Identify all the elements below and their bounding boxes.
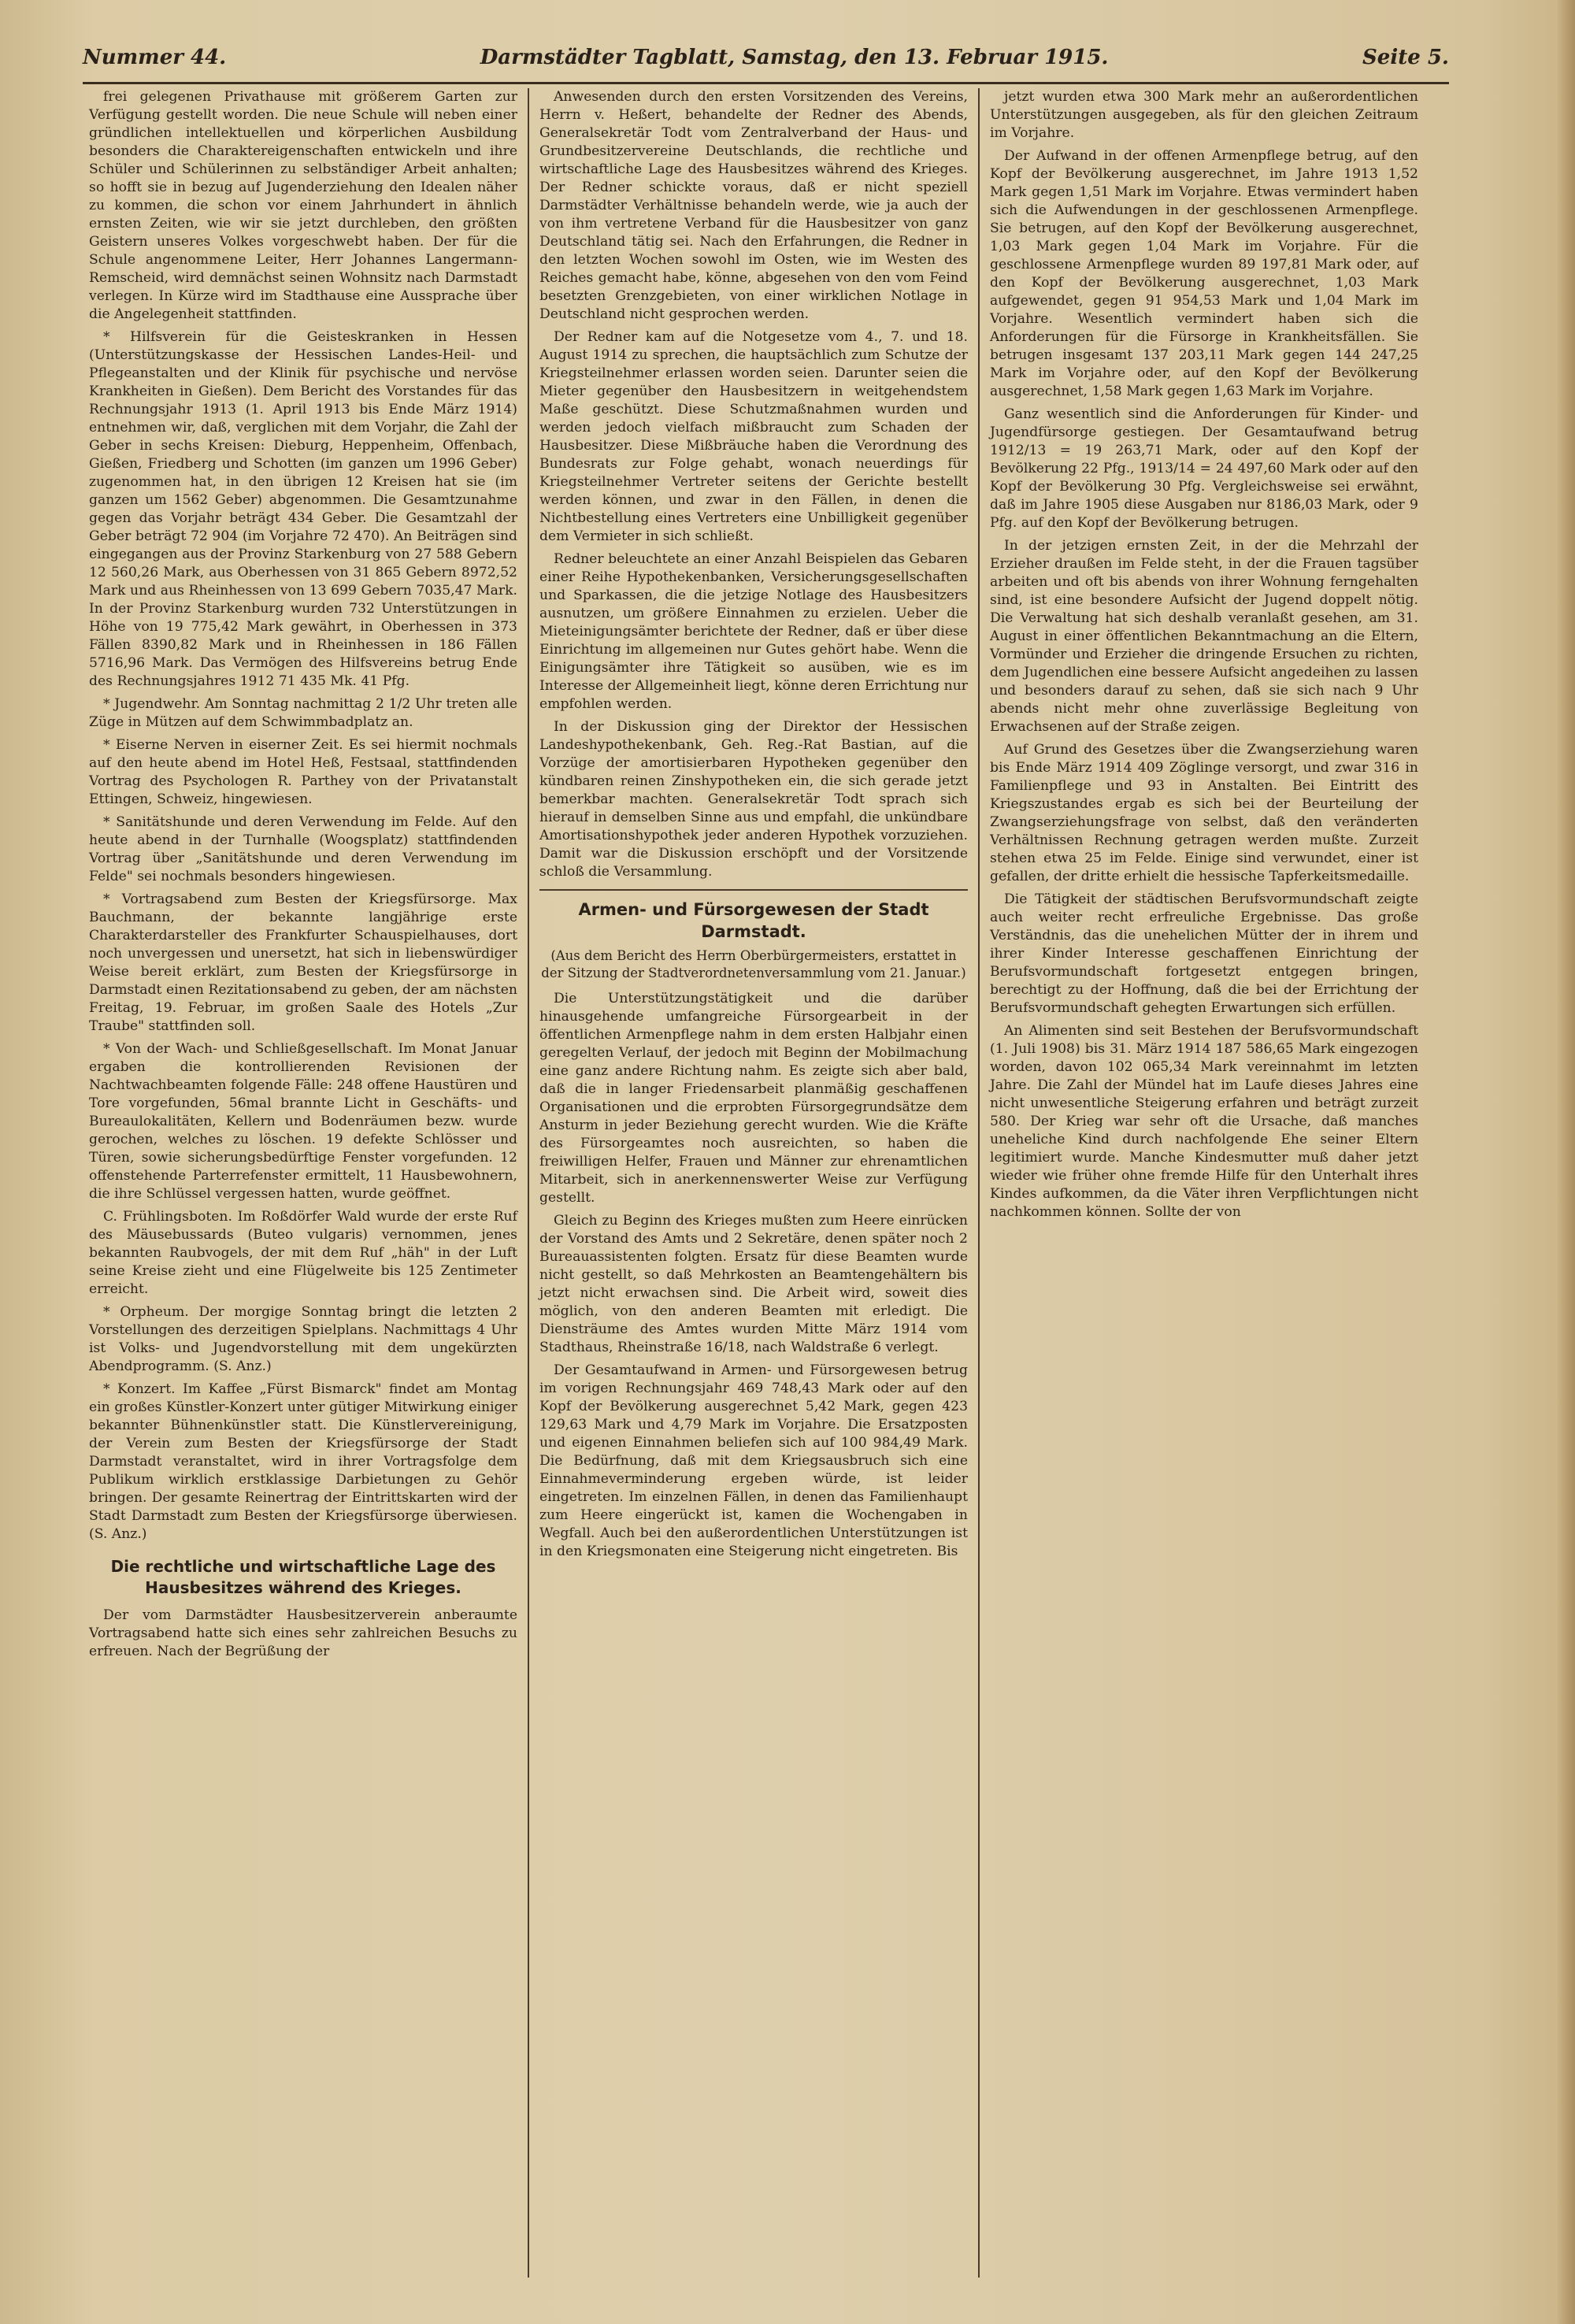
column-rule — [978, 88, 980, 2278]
page-edge — [1558, 0, 1575, 2324]
paragraph: * Vortragsabend zum Besten der Kriegsfürsorge. Max Bauchmann, der bekannte langjährige erste Charakterdarsteller des Frankfurter Schauspielhauses, dort noch unvergessen und unersetzt, hat sich in liebenswürdiger Weise bereit erklärt, zum Besten der Kriegsfürsorge in Darmstadt einen Rezitationsabend zu geben, der am nächsten Freitag, 19. Februar, im großen Saale des Hotels „Zur Traube" stattfinden soll. — [89, 891, 517, 1034]
paragraph: * Orpheum. Der morgige Sonntag bringt die letzten 2 Vorstellungen des derzeitigen Spielplans. Nachmittags 4 Uhr ist Volks- und Jugendvorstellung mit dem ungekürzten Abendprogramm. (S. Anz.) — [89, 1304, 517, 1374]
paragraph: Der Aufwand in der offenen Armenpflege betrug, auf den Kopf der Bevölkerung ausgerechnet, im Jahre 1913 1,52 Mark gegen 1,51 Mark im Vorjahre. Etwas vermindert haben sich die Aufwendungen in der geschlossenen Armenpflege. Sie betrugen, auf den Kopf der Bevölkerung ausgerechnet, 1,03 Mark gegen 1,04 Mark im Vorjahre. Für die geschlossene Armenpflege wurden 89 197,81 Mark oder, auf den Kopf der Bevölkerung ausgerechnet, 1,03 Mark aufgewendet, gegen 91 954,53 Mark und 1,04 Mark im Vorjahre. Wesentlich vermindert haben sich die Anforderungen für die Fürsorge in Krankheitsfällen. Sie betrugen insgesamt 137 203,11 Mark gegen 144 247,25 Mark im Vorjahre oder, auf den Kopf der Bevölkerung ausgerechnet, 1,58 Mark gegen 1,63 Mark im Vorjahre. — [990, 148, 1418, 399]
paragraph: Redner beleuchtete an einer Anzahl Beispielen das Gebaren einer Reihe Hypothekenbanken, Versicherungsgesellschaften und Sparkassen, die die jetzige Notlage des Hausbesitzers ausnutzen, um größere Einnahmen zu erzielen. Ueber die Mieteinigungsämter berichtete der Redner, daß er über diese Einrichtung im allgemeinen nur Gutes gehört habe. Wenn die Einigungsämter ihre Tätigkeit so ausüben, wie es im Interesse der Allgemeinheit liegt, könne deren Errichtung nur empfohlen werden. — [539, 551, 968, 712]
column-1 — [83, 88, 524, 2278]
paragraph: * Konzert. Im Kaffee „Fürst Bismarck" findet am Montag ein großes Künstler-Konzert unter gütiger Mitwirkung einiger bekannter Bühnenkünstler statt. Die Künstlervereinigung, der Verein zum Besten der Kriegsfürsorge der Stadt Darmstadt veranstaltet, wird in ihrer Vortragsfolge dem Publikum wirklich erstklassige Darbietungen zu Gehör bringen. Der gesamte Reinertrag der Eintrittskarten wird der Stadt Darmstadt zum Besten der Kriegsfürsorge überwiesen. (S. Anz.) — [89, 1381, 517, 1542]
paragraph: Gleich zu Beginn des Krieges mußten zum Heere einrücken der Vorstand des Amts und 2 Sekretäre, denen später noch 2 Bureauassistenten folgten. Ersatz für diese Beamten wurde nicht gestellt, so daß Mehrkosten an Beamtengehältern bis jetzt nicht erwachsen sind. Die Arbeit wird, soweit dies möglich, von den anderen Beamten mit erledigt. Die Diensträume des Amtes wurden Mitte März 1914 vom Stadthaus, Rheinstraße 16/18, nach Waldstraße 6 verlegt. — [539, 1213, 968, 1355]
paragraph: * Eiserne Nerven in eiserner Zeit. Es sei hiermit nochmals auf den heute abend im Hotel Heß, Festsaal, stattfindenden Vortrag des Psychologen R. Parthey von der Privatanstalt Ettingen, Schweiz, hingewiesen. — [89, 737, 517, 807]
masthead — [83, 46, 1449, 84]
paragraph: In der jetzigen ernsten Zeit, in der die Mehrzahl der Erzieher draußen im Felde steht, in der die Frauen tagsüber arbeiten und oft bis abends von ihrer Wohnung ferngehalten sind, ist eine besondere Aufsicht der Jugend doppelt nötig. Die Verwaltung hat sich deshalb veranlaßt gesehen, am 31. August in einer öffentlichen Bekanntmachung an die Eltern, Vormünder und Erzieher die dringende Ersuchen zu richten, dem Jugendlichen eine bessere Aufsicht angedeihen zu lassen und besonders darauf zu sehen, daß sie sich nach 9 Uhr abends nicht mehr ohne zuverlässige Begleitung von Erwachsenen auf der Straße zeigen. — [990, 538, 1418, 735]
newspaper-title: Darmstädter Tagblatt, Samstag, den 13. Februar 1915. — [480, 46, 1109, 69]
column-2 — [533, 88, 974, 2278]
paragraph: Anwesenden durch den ersten Vorsitzenden des Vereins, Herrn v. Heßert, behandelte der Redner des Abends, Generalsekretär Todt vom Zentralverband der Haus- und Grundbesitzervereine Deutschlands, die rechtliche und wirtschaftliche Lage des Hausbesitzes während des Krieges. Der Redner schickte voraus, daß er nicht speziell Darmstädter Verhältnisse behandeln werde, wie ja auch der von ihm vertretene Verband für die Hausbesitzer von ganz Deutschland tätig sei. Nach den Erfahrungen, die Redner in den letzten Wochen sowohl im Osten, wie im Westen des Reiches gemacht habe, könne, abgesehen von den vom Feind besetzten Grenzgebieten, von einer wirklichen Notlage in Deutschland nicht gesprochen werden. — [539, 89, 968, 322]
paragraph: * Jugendwehr. Am Sonntag nachmittag 2 1/2 Uhr treten alle Züge in Mützen auf dem Schwimmbadplatz an. — [89, 696, 517, 730]
paragraph: frei gelegenen Privathause mit größerem Garten zur Verfügung gestellt worden. Die neue Schule will neben einer gründlichen intellektuellen und körperlichen Ausbildung besonders die Charaktereigenschaften entwickeln und ihre Schüler und Schülerinnen zu selbständiger Arbeit anhalten; so hofft sie in bezug auf Jugenderziehung den Idealen näher zu kommen, die schon vor einem Jahrhundert in ähnlich ernsten Zeiten, wie wir sie jetzt durchleben, den größten Geistern unseres Volkes vorgeschwebt haben. Der für die Schule angenommene Leiter, Herr Johannes Langermann-Remscheid, wird demnächst seinen Wohnsitz nach Darmstadt verlegen. In Kürze wird im Stadthause eine Aussprache über die Angelegenheit stattfinden. — [89, 89, 517, 322]
paragraph: In der Diskussion ging der Direktor der Hessischen Landeshypothekenbank, Geh. Reg.-Rat Bastian, auf die Vorzüge der amortisierbaren Hypotheken gegenüber den kündbaren reinen Zinshypotheken ein, die sich gerade jetzt bemerkbar machten. Generalsekretär Todt sprach sich hierauf in demselben Sinne aus und empfahl, die unkündbare Amortisationshypothek jeder anderen Hypothek vorzuziehen. Damit war die Diskussion erschöpft und der Vorsitzende schloß die Versammlung. — [539, 719, 968, 880]
article-subtitle: (Aus dem Bericht des Herrn Oberbürgermeisters, erstattet in der Sitzung der Stadtverordnetenversammlung vom 21. Januar.) — [541, 948, 966, 980]
paragraph: Der Redner kam auf die Notgesetze vom 4., 7. und 18. August 1914 zu sprechen, die hauptsächlich zum Schutze der Kriegsteilnehmer erlassen worden seien. Darunter seien die Mieter gegenüber den Hausbesitzern in weitgehendstem Maße geschützt. Diese Schutzmaßnahmen wurden und werden jedoch vielfach mißbraucht zum Schaden der Hausbesitzer. Diese Mißbräuche haben die Verordnung des Bundesrats zur Folge gehabt, wonach neuerdings für Kriegsteilnehmer Vertreter seitens der Gerichte bestellt werden können, und zwar in den Fällen, in denen die Nichtbestellung eines Vertreters eine Unbilligkeit gegenüber dem Vermieter in sich schließt. — [539, 329, 968, 544]
paragraph: An Alimenten sind seit Bestehen der Berufsvormundschaft (1. Juli 1908) bis 31. März 1914 187 586,65 Mark eingezogen worden, davon 102 065,34 Mark vereinnahmt im letzten Jahre. Die Zahl der Mündel hat im Laufe dieses Jahres eine nicht unwesentliche Steigerung erfahren und beträgt zurzeit 580. Der Krieg war sehr oft die Ursache, daß manches uneheliche Kind durch nachfolgende Ehe seiner Eltern legitimiert wurde. Manche Kindesmutter muß daher jetzt wieder wie früher ohne fremde Hilfe für den Unterhalt ihres Kindes aufkommen, da die Väter ihren Verpflichtungen nicht nachkommen können. Sollte der von — [990, 1023, 1418, 1220]
paragraph: * Von der Wach- und Schließgesellschaft. Im Monat Januar ergaben die kontrollierenden Revisionen der Nachtwachbeamten folgende Fälle: 248 offene Haustüren und Tore vorgefunden, 56mal brannte Licht in Geschäfts- und Bureaulokalitäten, Kellern und Bodenräumen bezw. wurde gerochen, welches zu löschen. 19 defekte Schlösser und Türen, sowie sicherungsbedürftige Fenster vorgefunden. 12 offenstehende Parterrefenster ermittelt, 11 Hausbewohnern, die ihre Schlüssel vergessen hatten, wurde geöffnet. — [89, 1041, 517, 1202]
article-headline: Die rechtliche und wirtschaftliche Lage des Hausbesitzes während des Krieges. — [110, 1557, 496, 1597]
column-3 — [984, 88, 1425, 2278]
paragraph: Ganz wesentlich sind die Anforderungen für Kinder- und Jugendfürsorge gestiegen. Der Gesamtaufwand betrug 1912/13 = 19 263,71 Mark, oder auf den Kopf der Bevölkerung 22 Pfg., 1913/14 = 24 497,60 Mark oder auf den Kopf der Bevölkerung 30 Pfg. Vergleichsweise sei erwähnt, daß im Jahre 1905 diese Ausgaben nur 8186,03 Mark, oder 9 Pfg. auf den Kopf der Bevölkerung betrugen. — [990, 406, 1418, 531]
page-number: Seite 5. — [1362, 46, 1449, 69]
article-headline: Armen- und Fürsorgewesen der Stadt Darmstadt. — [539, 889, 968, 943]
paragraph: Der vom Darmstädter Hausbesitzerverein anberaumte Vortragsabend hatte sich eines sehr zahlreichen Besuchs zu erfreuen. Nach der Begrüßung der — [89, 1607, 517, 1659]
paragraph: Die Tätigkeit der städtischen Berufsvormundschaft zeigte auch weiter recht erfreuliche Ergebnisse. Das große Verständnis, das die unehelichen Mütter der in ihrem und ihrer Kinder Interesse geschaffenen Einrichtung der Berufsvormundschaft fortgesetzt entgegen bringen, berechtigt zu der Hoffnung, daß die bei der Errichtung der Berufsvormundschaft gehegten Erwartungen sich erfüllen. — [990, 891, 1418, 1016]
issue-number: Nummer 44. — [83, 46, 227, 69]
paragraph: C. Frühlingsboten. Im Roßdörfer Wald wurde der erste Ruf des Mäusebussards (Buteo vulgaris) vernommen, jenes bekannten Raubvogels, der mit dem Ruf „häh" in der Luft seine Kreise zieht und eine Flügelweite bis 125 Zentimeter erreicht. — [89, 1209, 517, 1297]
paragraph: jetzt wurden etwa 300 Mark mehr an außerordentlichen Unterstützungen ausgegeben, als für den gleichen Zeitraum im Vorjahre. — [990, 89, 1418, 141]
paragraph: Der Gesamtaufwand in Armen- und Fürsorgewesen betrug im vorigen Rechnungsjahr 469 748,43 Mark oder auf den Kopf der Bevölkerung ausgerechnet 5,42 Mark, gegen 423 129,63 Mark und 4,79 Mark im Vorjahre. Die Ersatzposten und eigenen Einnahmen beliefen sich auf 100 984,49 Mark. Die Bedürfnung, daß mit dem Kriegsausbruch sich eine Einnahmeverminderung ergeben würde, ist leider eingetreten. Im einzelnen Fällen, in denen das Familienhaupt zum Heere eingerückt ist, kamen die Wochengaben in Wegfall. Auch bei den außerordentlichen Unterstützungen ist in den Kriegsmonaten eine Steigerung nicht eingetreten. Bis — [539, 1362, 968, 1559]
column-rule — [528, 88, 529, 2278]
paragraph: * Sanitätshunde und deren Verwendung im Felde. Auf den heute abend in der Turnhalle (Woogsplatz) stattfindenden Vortrag über „Sanitätshunde und deren Verwendung im Felde" sei nochmals besonders hingewiesen. — [89, 814, 517, 884]
paragraph: Die Unterstützungstätigkeit und die darüber hinausgehende umfangreiche Fürsorgearbeit in der öffentlichen Armenpflege nahm in dem ersten Halbjahr einen geregelten Verlauf, der jedoch mit Beginn der Mobilmachung eine ganz andere Richtung nahm. Es zeigte sich aber bald, daß die in langer Friedensarbeit planmäßig geschaffenen Organisationen und die erprobten Fürsorgegrundsätze dem Ansturm in jeder Beziehung gerecht wurden. Wie die Kräfte des Fürsorgeamtes noch ausreichten, so haben die freiwilligen Helfer, Frauen und Männer zur ehrenamtlichen Mitarbeit, sich in anerkennenswerter Weise zur Verfügung gestellt. — [539, 991, 968, 1206]
paragraph: Auf Grund des Gesetzes über die Zwangserziehung waren bis Ende März 1914 409 Zöglinge versorgt, und zwar 316 in Familienpflege und 93 in Anstalten. Bei Eintritt des Kriegszustandes ergab es sich bei der Beurteilung der Zwangserziehungsfrage von selbst, daß den veränderten Verhältnissen Rechnung getragen werden mußte. Zurzeit stehen etwa 25 im Felde. Einige sind verwundet, einer ist gefallen, der dritte erhielt die hessische Tapferkeitsmedaille. — [990, 742, 1418, 884]
columns — [83, 88, 1449, 2278]
paragraph: * Hilfsverein für die Geisteskranken in Hessen (Unterstützungskasse der Hessischen Landes-Heil- und Pflegeanstalten und der Klinik für psychische und nervöse Krankheiten in Gießen). Dem Bericht des Vorstandes für das Rechnungsjahr 1913 (1. April 1913 bis Ende März 1914) entnehmen wir, daß, verglichen mit dem Vorjahr, die Zahl der Geber in sechs Kreisen: Dieburg, Heppenheim, Offenbach, Gießen, Friedberg und Schotten (im ganzen um 1996 Geber) zugenommen hat, in den übrigen 12 Kreisen hat sie (im ganzen um 1562 Geber) abgenommen. Die Gesamtzunahme gegen das Vorjahr beträgt 434 Geber. Die Gesamtzahl der Geber beträgt 72 904 (im Vorjahre 72 470). An Beiträgen sind eingegangen aus der Provinz Starkenburg von 27 588 Gebern 12 560,26 Mark, aus Oberhessen von 31 865 Gebern 8972,52 Mark und aus Rheinhessen von 13 699 Gebern 7035,47 Mark. In der Provinz Starkenburg wurden 732 Unterstützungen in Höhe von 19 775,42 Mark gewährt, in Oberhessen in 373 Fällen 8390,82 Mark und in Rheinhessen in 186 Fällen 5716,96 Mark. Das Vermögen des Hilfsvereins betrug Ende des Rechnungsjahres 1912 71 435 Mk. 41 Pfg. — [89, 329, 517, 689]
